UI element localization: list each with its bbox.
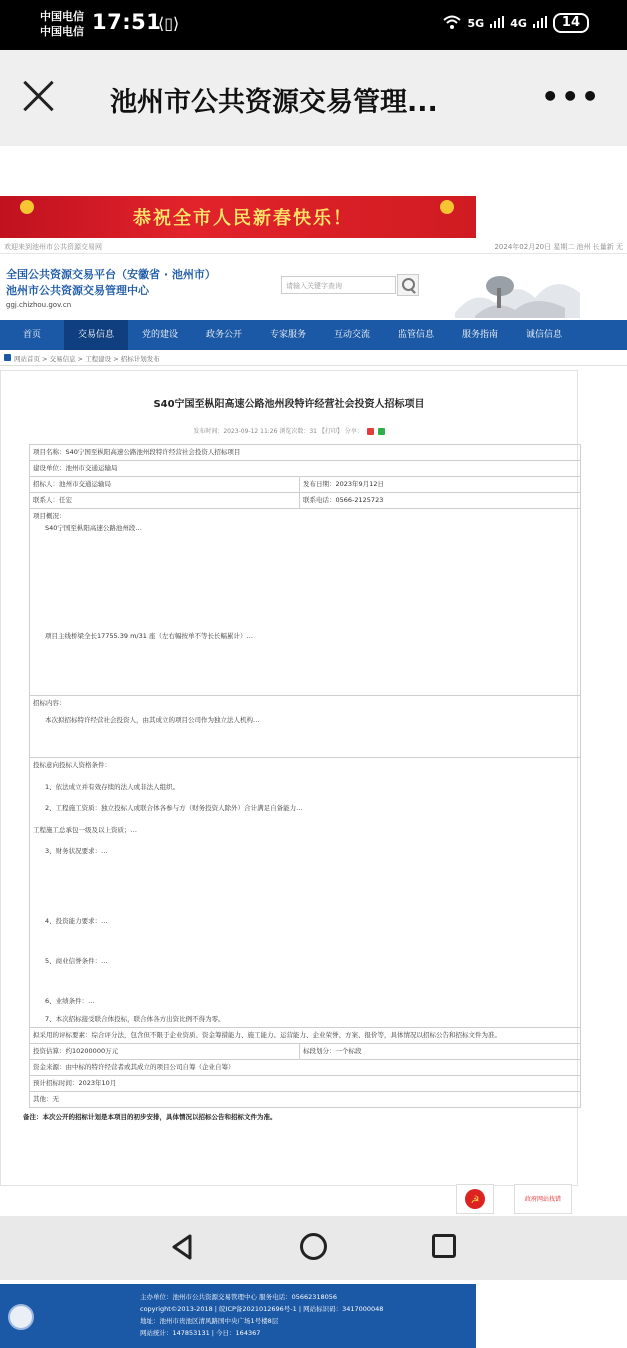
qualification-7: 7、本次招标接受联合体投标，联合体各方出资比例不得为零。	[45, 1014, 225, 1023]
row-section: 标段划分：一个标段	[300, 1044, 581, 1060]
footer-line-4: 网站统计：147853131 | 今日：164367	[140, 1329, 261, 1337]
site-title-2[interactable]: 池州市公共资源交易管理中心	[6, 284, 149, 297]
article-title: S40宁国至枞阳高速公路池州段特许经营社会投资人招标项目	[153, 399, 425, 410]
lantern-icon	[440, 200, 454, 214]
content-label: 招标内容：	[33, 698, 66, 707]
qualification-2: 2、工程施工资质：独立投标人或联合体各参与方（财务投资人除外）合计满足自备能力…	[45, 804, 303, 812]
row-content	[30, 695, 581, 758]
weibo-share-icon[interactable]	[367, 428, 374, 435]
battery-indicator: 14	[553, 13, 589, 33]
qualification-extra: 工程施工总承包一级及以上资质；…	[33, 825, 137, 834]
web-page	[0, 196, 627, 1348]
welcome-text: 欢迎来到池州市公共资源交易网	[4, 243, 102, 251]
network-5g: 5G	[467, 16, 485, 30]
clock: 17:51	[92, 10, 162, 34]
more-options-icon[interactable]: •••	[541, 80, 601, 113]
signal-icon	[490, 16, 504, 31]
signal-icon-2	[533, 16, 547, 31]
info-bar	[0, 238, 627, 254]
overview-label: 项目概况：	[33, 512, 66, 520]
home-icon[interactable]	[300, 1233, 327, 1260]
gov-site-error-report[interactable]: 政府网站找错	[514, 1184, 572, 1214]
qualification-4: 4、投资能力要求：…	[45, 917, 108, 925]
row-phone: 联系电话：0566-2125723	[300, 493, 581, 509]
wechat-share-icon[interactable]	[378, 428, 385, 435]
vibrate-icon: ⟨▯⟩	[158, 14, 180, 33]
date-weather: 2024年02月20日 星期二 池州 长量新 无	[494, 243, 623, 251]
status-bar	[0, 0, 627, 50]
row-qualification	[30, 758, 581, 1028]
article-meta-text: 发布时间：2023-09-12 11:26 浏览次数：31 【打印】 分享：	[193, 428, 363, 435]
wifi-icon	[442, 15, 462, 32]
close-icon[interactable]	[22, 78, 56, 112]
row-bidder: 招标人：池州市交通运输局	[30, 477, 300, 493]
footer-line-1: 主办单位：池州市公共资源交易管理中心 服务电话：05662318056	[140, 1293, 338, 1301]
article-meta	[1, 426, 577, 436]
gov-emblem-icon	[8, 1304, 34, 1330]
content-paragraph: 本次拟招标特许经营社会投资人，由其成立的项目公司作为独立法人机构…	[45, 716, 260, 724]
row-contact: 联系人：任宏	[30, 493, 300, 509]
site-title-1[interactable]: 全国公共资源交易平台（安徽省 · 池州市）	[6, 268, 216, 281]
browser-titlebar	[0, 50, 627, 146]
nav-supervision[interactable]: 监管信息	[397, 330, 434, 340]
footer-line-2: copyright©2013-2018 | 皖ICP备2021012696号-1 | 网站标识码：3417000048	[140, 1305, 384, 1313]
status-icons	[442, 13, 589, 33]
carrier-2: 中国电信	[40, 25, 84, 38]
search-input[interactable]: 请输入关键字查询	[281, 276, 396, 294]
qualification-5: 5、商业信誉条件：…	[45, 957, 108, 965]
row-funding: 资金来源：由中标的特许经营者或其成立的项目公司自筹（企业自筹）	[30, 1060, 581, 1076]
row-project-name: 项目名称：S40宁国至枞阳高速公路池州段特许经营社会投资人招标项目	[30, 445, 581, 461]
svg-text:☭: ☭	[470, 1195, 480, 1206]
carrier-info	[40, 9, 84, 39]
footer-line-3: 地址：池州市贵池区清风路国中央广场1号楼8层	[140, 1317, 279, 1325]
row-other: 其他：无	[30, 1092, 581, 1108]
row-overview	[30, 509, 581, 696]
search-icon[interactable]	[397, 274, 419, 296]
qualification-3: 3、财务状况要求：…	[45, 847, 108, 855]
project-table	[29, 444, 581, 1108]
breadcrumb[interactable]: 网站首页 > 交易信息 > 工程建设 > 招标计划发布	[0, 350, 627, 366]
qualification-1: 1、依法成立并有效存续的法人或非法人组织。	[45, 782, 180, 791]
system-nav-bar	[0, 1216, 627, 1280]
party-badge-icon[interactable]	[456, 1184, 494, 1214]
nav-credit[interactable]: 诚信信息	[525, 330, 562, 340]
row-publish-date: 发布日期：2023年9月12日	[300, 477, 581, 493]
new-year-banner	[0, 196, 476, 238]
nav-interact[interactable]: 互动交流	[333, 330, 370, 340]
nav-gov-affairs[interactable]: 政务公开	[205, 330, 242, 340]
recent-apps-icon[interactable]	[432, 1234, 456, 1258]
row-planned-time: 预计招标时间：2023年10月	[30, 1076, 581, 1092]
main-nav	[0, 320, 627, 350]
lantern-icon	[20, 200, 34, 214]
qualification-label: 投标意向投标人资格条件：	[33, 761, 111, 769]
qualification-6: 6、业绩条件：…	[45, 997, 95, 1005]
nav-expert[interactable]: 专家服务	[269, 330, 306, 340]
article	[0, 370, 578, 1186]
site-domain: ggj.chizhou.gov.cn	[6, 301, 72, 309]
overview-paragraph-2: 项目主线桥梁全长17755.39 m/31 座（左右幅按单不等长长幅累计）…	[45, 631, 253, 640]
overview-paragraph-1: S40宁国至枞阳高速公路池州段…	[45, 523, 142, 532]
row-investment: 投资估算：约10200000万元	[30, 1044, 300, 1060]
back-icon[interactable]	[170, 1234, 196, 1260]
site-footer	[0, 1284, 476, 1348]
nav-home[interactable]: 首页	[22, 330, 41, 340]
nav-party[interactable]: 党的建设	[141, 330, 178, 340]
site-header	[0, 254, 627, 320]
network-4g: 4G	[510, 16, 527, 30]
nav-guide[interactable]: 服务指南	[461, 330, 498, 340]
page-title: 池州市公共资源交易管理...	[110, 87, 438, 118]
carrier-1: 中国电信	[40, 10, 84, 23]
nav-trade-info[interactable]: 交易信息	[64, 320, 128, 350]
ink-painting-image	[445, 258, 585, 318]
article-note: 备注：本次公开的招标计划是本项目的初步安排，具体情况以招标公告和招标文件为准。	[23, 1113, 277, 1121]
row-build-unit: 建设单位：池州市交通运输局	[30, 461, 581, 477]
banner-text: 恭祝全市人民新春快乐！	[133, 208, 353, 229]
row-evaluation: 拟采用的评标要素：综合评分法，包含但不限于企业资质、资金筹措能力、施工能力、运营能力、企业荣誉、方案、报价等，具体情况以招标公告和招标文件为准。	[30, 1028, 581, 1044]
